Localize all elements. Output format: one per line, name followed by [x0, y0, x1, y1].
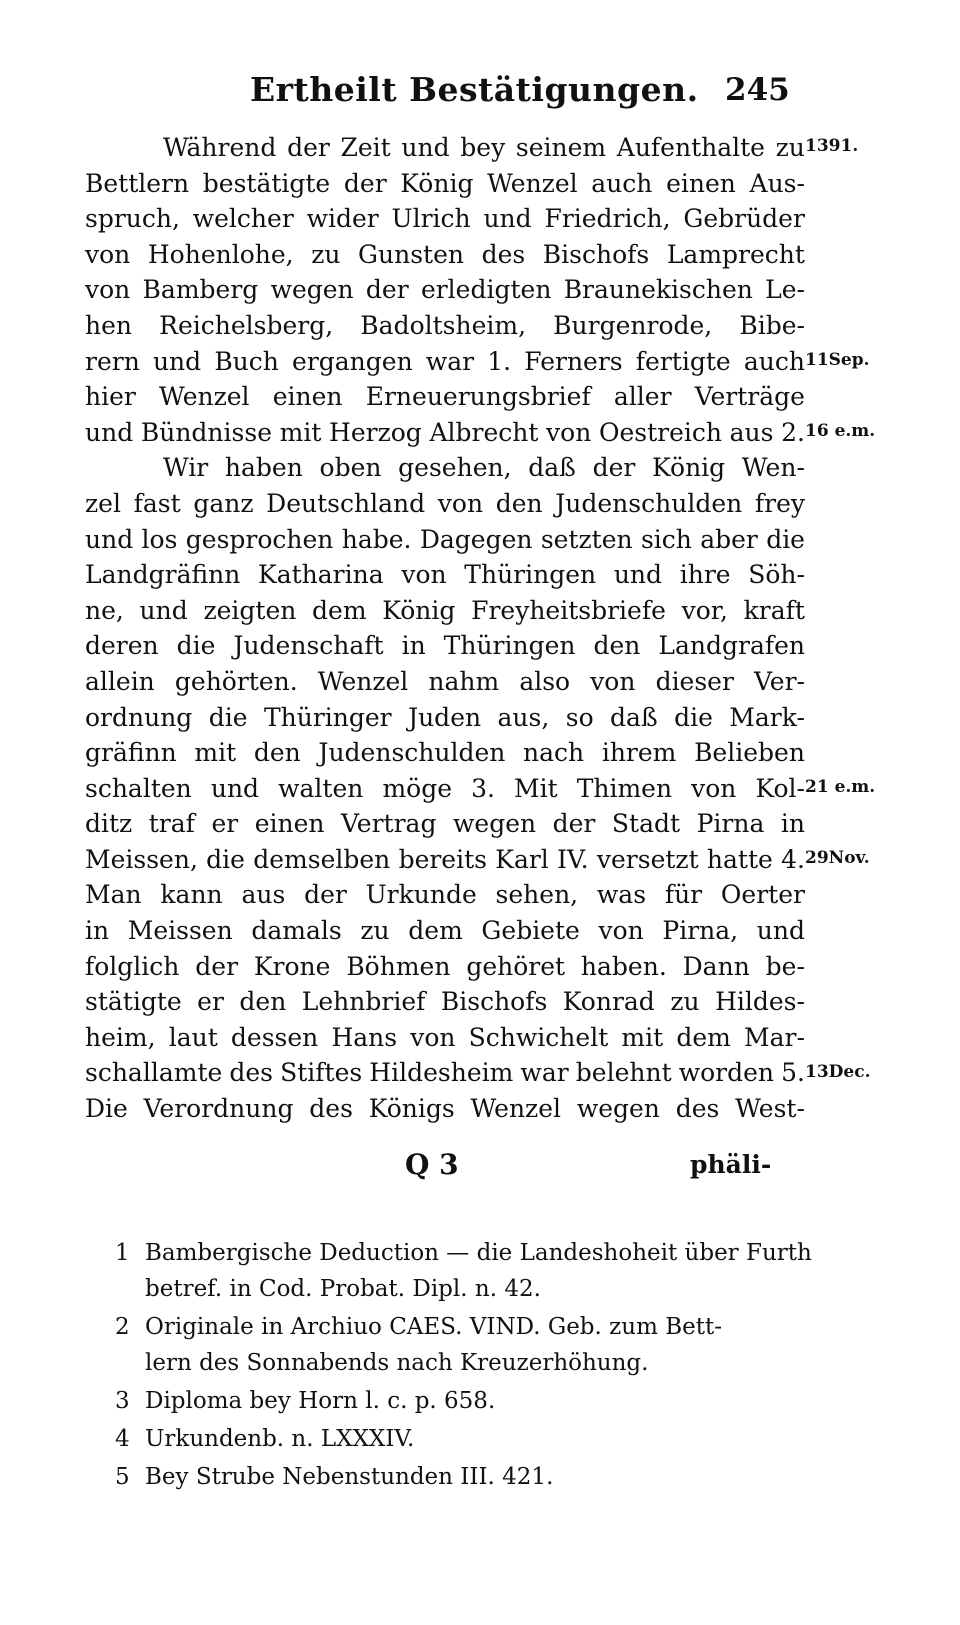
- word: und: [85, 524, 134, 554]
- word: einen: [666, 168, 736, 198]
- margin-note: 21 e.m.: [805, 776, 876, 797]
- text-line: [85, 557, 805, 593]
- word: Vertrag: [341, 809, 437, 839]
- word: belehnt: [575, 1058, 672, 1088]
- word: Verträge: [694, 382, 805, 412]
- word: war: [520, 1058, 569, 1088]
- word: ditz: [85, 809, 133, 839]
- word: hatte: [706, 844, 773, 874]
- word: aus: [241, 880, 286, 910]
- footnote-text: Bambergische Deduction — die Landeshoheit über Furth: [145, 1240, 812, 1266]
- word: daß: [528, 453, 576, 483]
- word: von: [437, 488, 484, 518]
- word: dem: [676, 1022, 731, 1052]
- footnote-number: 4: [115, 1426, 130, 1452]
- word: setzten: [540, 524, 633, 554]
- word: zu: [360, 916, 390, 946]
- word: Meissen,: [85, 844, 198, 874]
- word: Oestreich: [598, 417, 722, 447]
- text-line: [85, 806, 805, 842]
- word: auch: [743, 346, 805, 376]
- word: aus,: [497, 702, 550, 732]
- word: den: [253, 738, 301, 768]
- word: oben: [319, 453, 382, 483]
- word: haben: [224, 453, 303, 483]
- word: die: [674, 702, 713, 732]
- text-line: [85, 735, 805, 771]
- word: allein: [85, 666, 155, 696]
- word: Wenzel: [470, 1094, 562, 1124]
- word: Mit: [513, 773, 558, 803]
- footnote-number: 5: [115, 1464, 130, 1490]
- text-line: [85, 700, 805, 736]
- word: und: [401, 133, 450, 162]
- footnote-text: lern des Sonnabends nach Kreuzerhöhung.: [145, 1350, 649, 1376]
- word: gehöret: [466, 951, 566, 981]
- running-title: Ertheilt Bestätigungen.: [250, 70, 699, 109]
- word: gesehen,: [398, 453, 512, 483]
- word: fertigte: [635, 346, 731, 376]
- word: Judenschaft: [233, 631, 384, 661]
- catchword: phäli-: [690, 1150, 772, 1179]
- word: hen: [85, 310, 132, 340]
- word: zu: [775, 133, 805, 162]
- word: Krone: [253, 951, 331, 981]
- word: Verordnung: [143, 1094, 294, 1124]
- text-line: [85, 949, 805, 985]
- word: Hans: [331, 1022, 398, 1052]
- word: walten: [278, 773, 364, 803]
- word: Lehnbrief: [301, 987, 426, 1017]
- word: von: [546, 417, 592, 447]
- word: Burgenrode,: [553, 310, 713, 340]
- word: stätigte: [85, 987, 182, 1017]
- word: Lamprecht: [666, 239, 805, 269]
- word: Thüringer: [263, 702, 392, 732]
- word: worden: [678, 1058, 775, 1088]
- word: von: [590, 666, 636, 696]
- word: Buch: [214, 346, 279, 376]
- word: Gebrüder: [683, 204, 805, 234]
- word: Belieben: [694, 738, 805, 768]
- footnote: [115, 1309, 815, 1381]
- text-line: [85, 308, 805, 344]
- word: König: [400, 168, 474, 198]
- word: Le-: [765, 275, 805, 305]
- text-line: [85, 628, 805, 664]
- footnote: [115, 1383, 815, 1419]
- word: bereits: [398, 844, 487, 874]
- word: ne,: [85, 595, 124, 625]
- word: schallamte: [85, 1058, 223, 1088]
- footnote: [115, 1421, 815, 1457]
- word: demselben: [253, 844, 391, 874]
- word: wider: [306, 204, 379, 234]
- word: haben.: [580, 951, 667, 981]
- word: Erneuerungsbrief: [365, 382, 591, 412]
- word: nahm: [428, 666, 500, 696]
- text-line: [85, 842, 805, 878]
- word: bestätigte: [202, 168, 331, 198]
- word: Pirna,: [662, 916, 739, 946]
- word: habe.: [341, 524, 412, 554]
- word: Juden: [408, 702, 482, 732]
- word: Kol-: [755, 773, 805, 803]
- word: hier: [85, 382, 136, 412]
- word: also: [519, 666, 571, 696]
- word: IV.: [557, 844, 589, 874]
- margin-note: 11Sep.: [805, 349, 870, 370]
- word: seinem: [515, 133, 607, 162]
- word: und: [613, 560, 663, 590]
- word: Landgrafen: [658, 631, 805, 661]
- word: Thüringen: [464, 560, 597, 590]
- word: welcher: [192, 204, 294, 234]
- word: dem: [408, 916, 463, 946]
- word: erledigten: [420, 275, 552, 305]
- word: Böhmen: [346, 951, 451, 981]
- margin-note: 1391.: [805, 136, 859, 156]
- word: Bischofs: [440, 987, 548, 1017]
- word: 3.: [471, 773, 495, 803]
- word: ihre: [679, 560, 731, 590]
- text-line: [85, 877, 805, 913]
- word: Aufenthalte: [616, 133, 765, 162]
- word: Stiftes: [280, 1058, 363, 1088]
- word: Badoltsheim,: [360, 310, 527, 340]
- word: Albrecht: [429, 417, 539, 447]
- word: er: [197, 987, 224, 1017]
- text-line: [85, 379, 805, 415]
- word: Reichelsberg,: [159, 310, 334, 340]
- word: zu: [311, 239, 341, 269]
- word: ihrem: [601, 738, 677, 768]
- footnote-text: betref. in Cod. Probat. Dipl. n. 42.: [145, 1276, 541, 1302]
- word: in: [780, 809, 805, 839]
- word: und: [152, 346, 202, 376]
- word: Ulrich: [391, 204, 471, 234]
- word: Wenzel: [317, 666, 409, 696]
- word: zu: [670, 987, 700, 1017]
- word: des: [675, 1094, 720, 1124]
- word: der: [365, 275, 409, 305]
- word: 5.: [781, 1058, 805, 1088]
- word: laut: [168, 1022, 218, 1052]
- word: Pirna: [696, 809, 765, 839]
- text-line: [85, 272, 805, 308]
- word: der: [592, 453, 636, 483]
- word: für: [664, 880, 703, 910]
- word: der: [343, 168, 387, 198]
- word: Bamberg: [142, 275, 259, 305]
- word: ergangen: [292, 346, 413, 376]
- word: Hohenlohe,: [147, 239, 294, 269]
- word: von: [410, 1022, 456, 1052]
- signature-line: [85, 1148, 805, 1188]
- word: kann: [160, 880, 223, 910]
- word: dieser: [655, 666, 734, 696]
- word: den: [239, 987, 287, 1017]
- word: 4.: [781, 844, 805, 874]
- text-line: [85, 1020, 805, 1056]
- text-line: [85, 664, 805, 700]
- footnote-text: Urkundenb. n. LXXXIV.: [145, 1426, 415, 1452]
- word: Wenzel: [159, 382, 250, 412]
- footnotes: [115, 1235, 815, 1495]
- word: König: [652, 453, 726, 483]
- word: einen: [272, 382, 343, 412]
- page-number: 245: [725, 72, 790, 108]
- text-line: [85, 771, 805, 807]
- word: Mark-: [729, 702, 805, 732]
- word: Oerter: [720, 880, 805, 910]
- word: Zeit: [340, 133, 391, 162]
- text-line: [85, 984, 805, 1020]
- signature-mark: Q 3: [405, 1148, 459, 1181]
- word: mit: [621, 1022, 664, 1052]
- word: Schwichelt: [468, 1022, 609, 1052]
- text-line: [85, 166, 805, 202]
- text-line: [85, 1055, 805, 1091]
- word: Thüringen: [443, 631, 576, 661]
- word: des: [481, 239, 526, 269]
- text-line: [85, 593, 805, 629]
- text-line: [85, 201, 805, 237]
- word: aller: [613, 382, 672, 412]
- word: 1.: [487, 346, 512, 376]
- word: Gebiete: [481, 916, 580, 946]
- word: wegen: [576, 1094, 660, 1124]
- word: die: [176, 631, 216, 661]
- word: die: [206, 844, 245, 874]
- word: Konrad: [562, 987, 655, 1017]
- word: heim,: [85, 1022, 156, 1052]
- footnote-number: 3: [115, 1388, 130, 1414]
- word: Deutschland: [266, 488, 426, 518]
- word: Karl: [495, 844, 549, 874]
- word: sehen,: [495, 880, 579, 910]
- text-line: [85, 237, 805, 273]
- word: in: [401, 631, 426, 661]
- word: vor,: [681, 595, 728, 625]
- word: Die: [85, 1094, 128, 1124]
- word: Thimen: [576, 773, 673, 803]
- word: be-: [765, 951, 805, 981]
- word: die: [766, 524, 805, 554]
- word: der: [304, 880, 347, 910]
- word: in: [85, 916, 110, 946]
- word: Herzog: [329, 417, 422, 447]
- text-line: [85, 1091, 805, 1127]
- word: aber: [700, 524, 758, 554]
- word: nach: [523, 738, 585, 768]
- word: den: [495, 488, 543, 518]
- word: Hildes-: [715, 987, 805, 1017]
- word: Dagegen: [419, 524, 533, 554]
- word: des: [229, 1058, 274, 1088]
- word: Wir: [163, 453, 209, 483]
- word: ordnung: [85, 702, 193, 732]
- word: die: [208, 702, 248, 732]
- word: und: [756, 916, 805, 946]
- word: so: [565, 702, 594, 732]
- word: damals: [251, 916, 342, 946]
- word: Hildesheim: [369, 1058, 514, 1088]
- word: und: [139, 595, 188, 625]
- text-line: [85, 130, 805, 166]
- word: von: [401, 560, 447, 590]
- word: ganz: [193, 488, 254, 518]
- word: Stadt: [611, 809, 681, 839]
- word: deren: [85, 631, 159, 661]
- word: war: [425, 346, 475, 376]
- word: Freyheitsbriefe: [471, 595, 666, 625]
- word: Friedrich,: [544, 204, 671, 234]
- word: von: [85, 239, 131, 269]
- word: zeigten: [203, 595, 297, 625]
- word: Judenschulden: [318, 738, 506, 768]
- margin-note: 29Nov.: [805, 848, 870, 868]
- word: von: [598, 916, 644, 946]
- word: wegen: [453, 809, 537, 839]
- word: dessen: [230, 1022, 319, 1052]
- word: Königs: [368, 1094, 455, 1124]
- word: sich: [640, 524, 692, 554]
- text-line: [85, 450, 805, 486]
- word: Urkunde: [365, 880, 477, 910]
- word: Katharina: [258, 560, 384, 590]
- word: Ferners: [524, 346, 623, 376]
- word: Bibe-: [739, 310, 805, 340]
- word: König: [382, 595, 456, 625]
- word: möge: [382, 773, 452, 803]
- word: der: [552, 809, 596, 839]
- text-line: [85, 913, 805, 949]
- word: kraft: [743, 595, 805, 625]
- word: Söh-: [748, 560, 805, 590]
- word: Bischofs: [542, 239, 650, 269]
- footnote-text: Diploma bey Horn l. c. p. 658.: [145, 1388, 496, 1414]
- word: auch: [591, 168, 653, 198]
- word: Judenschulden: [555, 488, 743, 518]
- word: Dann: [682, 951, 750, 981]
- word: Man: [85, 880, 142, 910]
- word: Braunekischen: [563, 275, 753, 305]
- word: traf: [148, 809, 195, 839]
- word: der: [195, 951, 239, 981]
- word: mit: [194, 738, 237, 768]
- word: 2.: [781, 417, 805, 447]
- word: bey: [460, 133, 506, 162]
- word: Gunsten: [358, 239, 464, 269]
- word: und: [85, 417, 134, 447]
- word: Bündnisse: [140, 417, 272, 447]
- word: fast: [133, 488, 181, 518]
- margin-note: 16 e.m.: [805, 420, 876, 441]
- word: rern: [85, 346, 140, 376]
- word: was: [596, 880, 647, 910]
- footnote-text: Originale in Archiuo CAES. VIND. Geb. zum Bett-: [145, 1314, 722, 1340]
- word: frey: [754, 488, 805, 518]
- word: einen: [254, 809, 325, 839]
- text-line: [85, 344, 805, 380]
- word: aus: [729, 417, 774, 447]
- word: West-: [735, 1094, 805, 1124]
- footnote-text: Bey Strube Nebenstunden III. 421.: [145, 1464, 554, 1490]
- footnote: [115, 1235, 815, 1307]
- word: des: [309, 1094, 353, 1124]
- word: gehörten.: [174, 666, 298, 696]
- word: Aus-: [749, 168, 805, 198]
- word: Mar-: [743, 1022, 805, 1052]
- word: wegen: [270, 275, 354, 305]
- word: spruch,: [85, 204, 180, 234]
- word: und: [483, 204, 532, 234]
- word: Landgräfinn: [85, 560, 241, 590]
- body-text: [85, 130, 805, 1127]
- word: gräfinn: [85, 738, 177, 768]
- footnote: [115, 1459, 815, 1495]
- word: schalten: [85, 773, 192, 803]
- word: von: [691, 773, 737, 803]
- word: mit: [279, 417, 322, 447]
- word: daß: [610, 702, 658, 732]
- word: folglich: [85, 951, 180, 981]
- word: Wen-: [741, 453, 805, 483]
- word: los: [141, 524, 178, 554]
- word: Meissen: [127, 916, 233, 946]
- footnote-number: 2: [115, 1314, 130, 1340]
- word: und: [210, 773, 260, 803]
- word: er: [211, 809, 239, 839]
- word: gesprochen: [185, 524, 334, 554]
- text-line: [85, 486, 805, 522]
- word: dem: [312, 595, 367, 625]
- word: zel: [85, 488, 121, 518]
- text-line: [85, 415, 805, 451]
- word: Während: [163, 133, 277, 162]
- word: der: [287, 133, 330, 162]
- word: Bettlern: [85, 168, 190, 198]
- word: Wenzel: [487, 168, 578, 198]
- word: von: [85, 275, 131, 305]
- footnote-number: 1: [115, 1240, 130, 1266]
- word: den: [593, 631, 641, 661]
- word: versetzt: [596, 844, 699, 874]
- margin-note: 13Dec.: [805, 1061, 871, 1082]
- text-line: [85, 522, 805, 558]
- word: Ver-: [754, 666, 805, 696]
